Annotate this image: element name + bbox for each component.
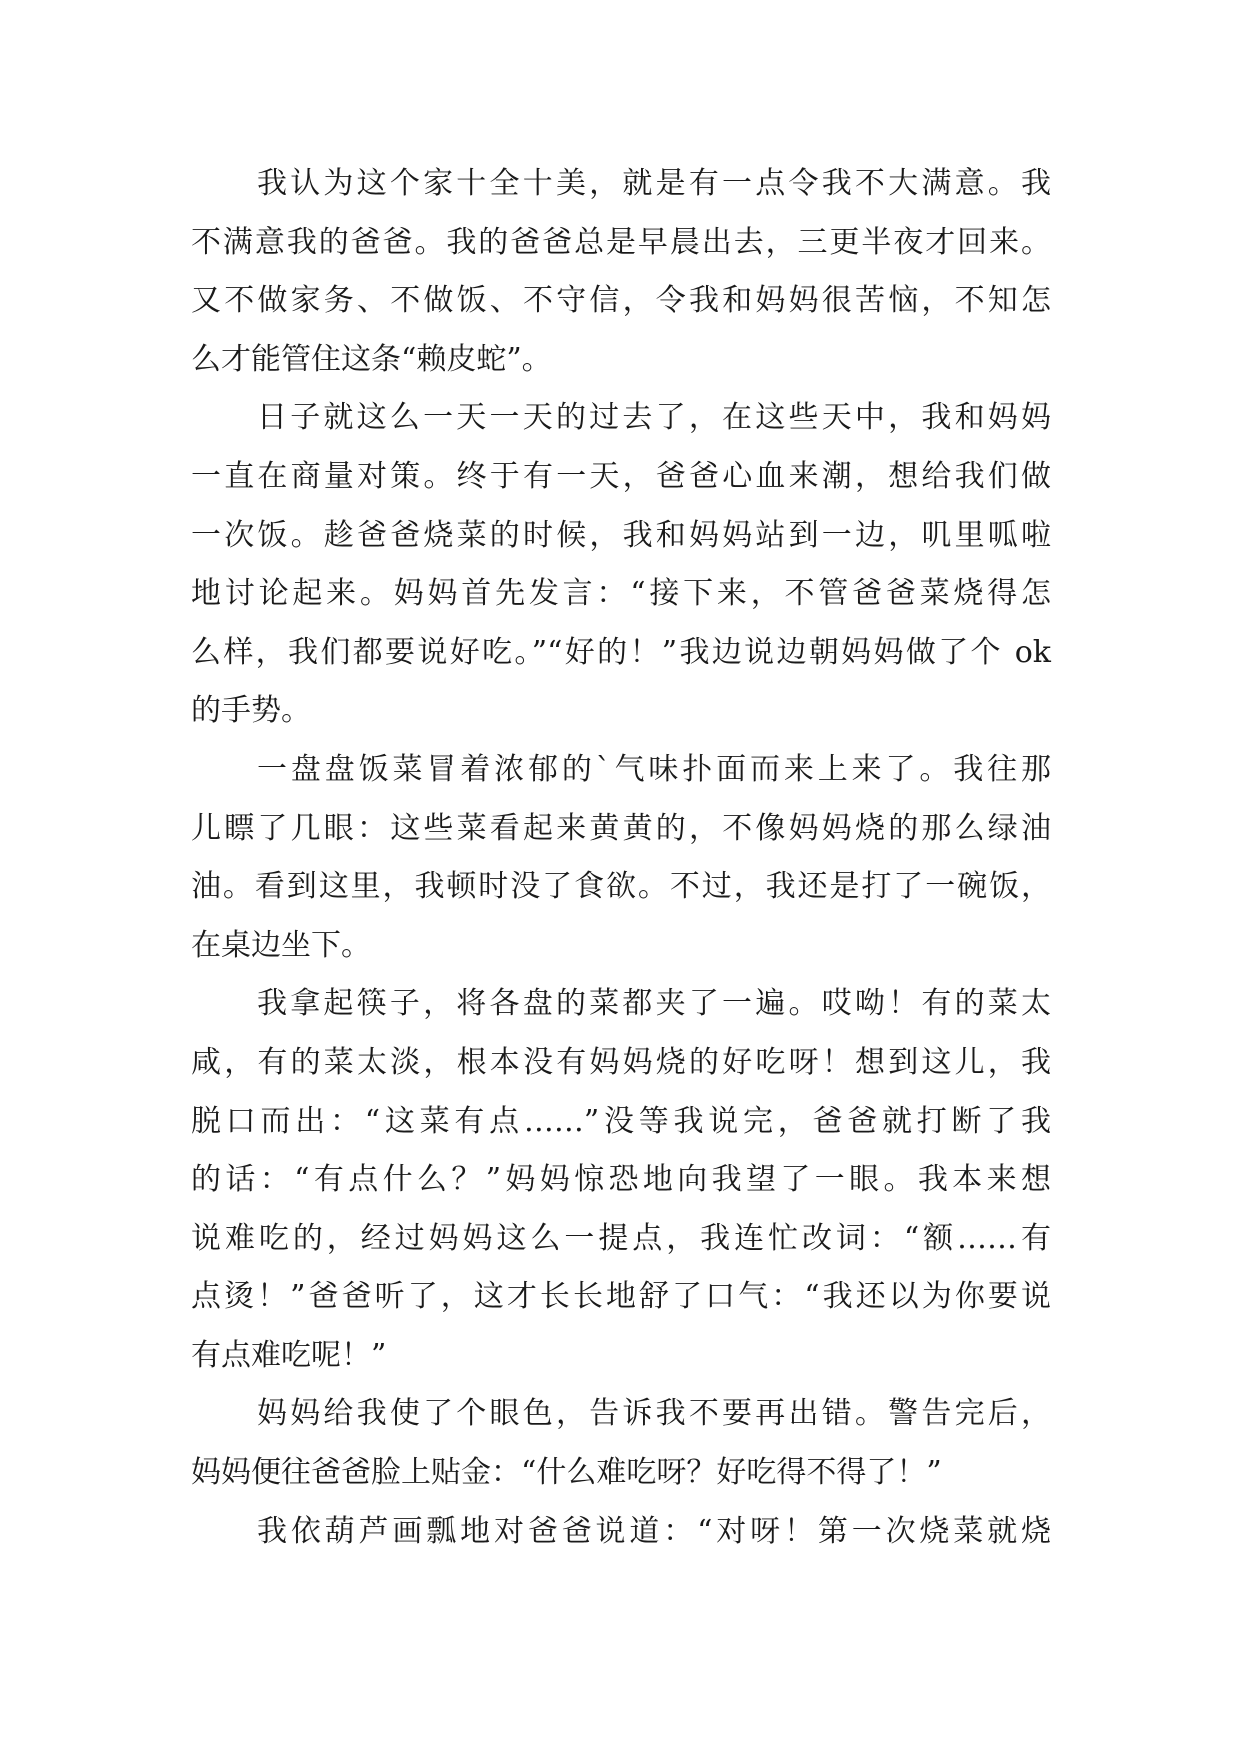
- text-line: 咸，有的菜太淡，根本没有妈妈烧的好吃呀！想到这儿，我: [191, 1044, 1051, 1080]
- paragraph-6: [191, 1503, 1051, 1562]
- text-line: 有点难吃呢！”: [191, 1337, 387, 1373]
- paragraph-2: [191, 389, 1051, 741]
- text-line: 么才能管住这条“赖皮蛇”。: [191, 341, 552, 377]
- text-line: 不满意我的爸爸。我的爸爸总是早晨出去，三更半夜才回来。: [191, 224, 1051, 260]
- text-line: 我依葫芦画瓢地对爸爸说道：“对呀！第一次烧菜就烧: [257, 1513, 1051, 1549]
- text-line: 又不做家务、不做饭、不守信，令我和妈妈很苦恼，不知怎: [191, 283, 1051, 319]
- paragraph-3: [191, 741, 1051, 975]
- text-line: 妈妈给我使了个眼色，告诉我不要再出错。警告完后，: [257, 1396, 1051, 1432]
- body-text: [191, 155, 1051, 1561]
- text-line: 在桌边坐下。: [191, 927, 371, 963]
- text-line: 一盘盘饭菜冒着浓郁的`气味扑面而来上来了。我往那: [257, 751, 1051, 787]
- text-line: 我拿起筷子，将各盘的菜都夹了一遍。哎呦！有的菜太: [257, 986, 1051, 1022]
- text-line: 地讨论起来。妈妈首先发言：“接下来，不管爸爸菜烧得怎: [191, 576, 1051, 612]
- text-line: 我认为这个家十全十美，就是有一点令我不大满意。我: [257, 166, 1051, 201]
- text-line: 儿瞟了几眼：这些菜看起来黄黄的，不像妈妈烧的那么绿油: [191, 810, 1051, 846]
- text-line: 的话：“有点什么？”妈妈惊恐地向我望了一眼。我本来想: [191, 1162, 1051, 1198]
- paragraph-1: [191, 155, 1051, 389]
- text-line: 说难吃的，经过妈妈这么一提点，我连忙改词：“额……有: [191, 1220, 1051, 1256]
- text-line: 妈妈便往爸爸脸上贴金：“什么难吃呀？好吃得不得了！”: [191, 1455, 942, 1491]
- paragraph-5: [191, 1385, 1051, 1502]
- text-line: 一直在商量对策。终于有一天，爸爸心血来潮，想给我们做: [191, 458, 1051, 494]
- text-line: 点烫！”爸爸听了，这才长长地舒了口气：“我还以为你要说: [191, 1279, 1051, 1315]
- text-line: 一次饭。趁爸爸烧菜的时候，我和妈妈站到一边，叽里呱啦: [191, 517, 1051, 553]
- text-line: 脱口而出：“这菜有点……”没等我说完，爸爸就打断了我: [191, 1103, 1051, 1139]
- paragraph-4: [191, 975, 1051, 1385]
- text-line: 油。看到这里，我顿时没了食欲。不过，我还是打了一碗饭，: [191, 869, 1051, 905]
- text-line: 么样，我们都要说好吃。”“好的！”我边说边朝妈妈做了个 ok: [191, 634, 1051, 670]
- text-line: 日子就这么一天一天的过去了，在这些天中，我和妈妈: [257, 400, 1051, 436]
- text-line: 的手势。: [191, 693, 311, 729]
